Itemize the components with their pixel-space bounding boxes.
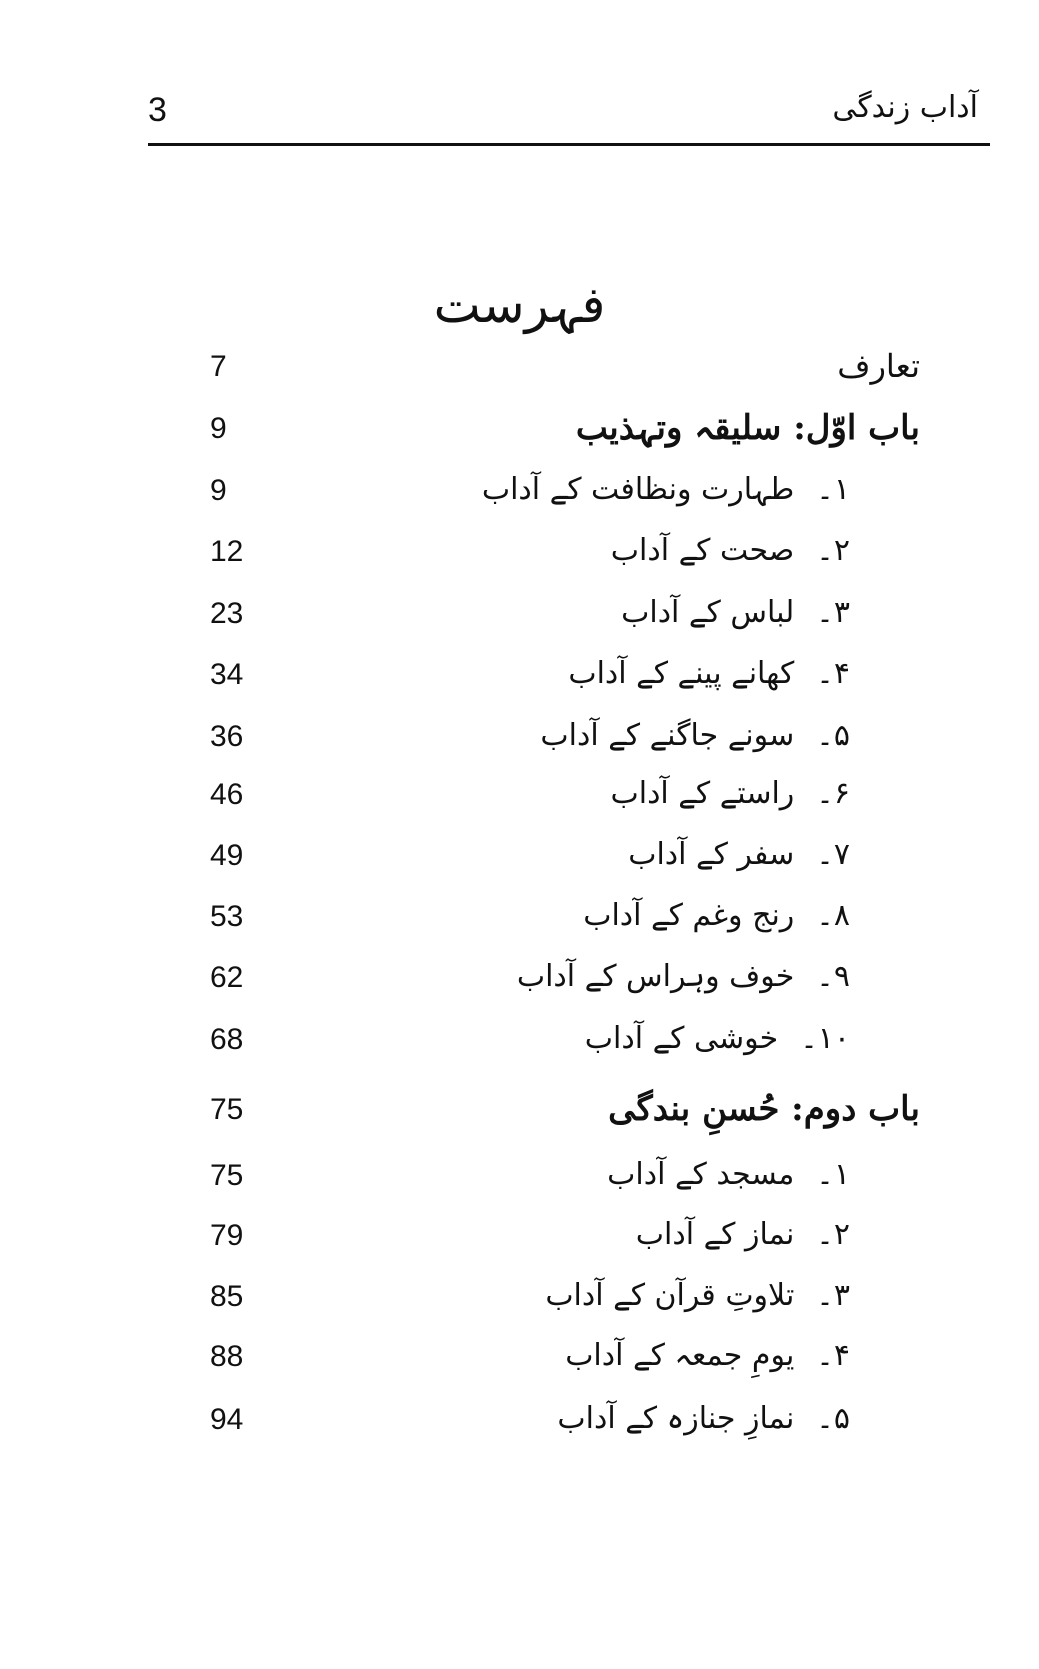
toc-entry-number: ۵۔ — [816, 718, 850, 753]
toc-entry-number: ۹۔ — [816, 959, 850, 994]
toc-entry-number: ۲۔ — [816, 533, 850, 568]
toc-entry — [190, 893, 920, 943]
toc-entry-label — [576, 405, 920, 451]
toc-entry — [190, 651, 920, 701]
toc-page-number: 85 — [210, 1280, 244, 1313]
toc-entry-text: باب اوّل: سلیقہ وتہذیب — [575, 408, 920, 448]
toc-page-number: 7 — [210, 350, 227, 383]
toc-entry — [190, 1396, 920, 1446]
toc-entry-label — [540, 713, 850, 759]
page-number: 3 — [148, 91, 167, 129]
toc-entry — [190, 405, 920, 455]
toc-entry-number: ۷۔ — [816, 837, 850, 872]
toc-entry-number: ۶۔ — [816, 776, 850, 811]
toc-entry-text: کھانے پینے کے آداب — [568, 656, 795, 691]
toc-entry-label — [585, 1016, 850, 1062]
toc-entry — [190, 343, 920, 393]
toc-entry — [190, 590, 920, 640]
toc-entry-label — [545, 1273, 850, 1319]
toc-entry-text: خوشی کے آداب — [584, 1021, 779, 1056]
toc-page-number: 12 — [210, 535, 244, 568]
toc-entry-text: سونے جاگنے کے آداب — [540, 718, 795, 753]
toc-entry-text: لباس کے آداب — [621, 595, 795, 630]
toc-entry — [190, 528, 920, 578]
toc-page-number: 36 — [210, 720, 244, 753]
toc-entry — [190, 1016, 920, 1066]
toc-entry — [190, 713, 920, 763]
book-title: آداب زندگی — [832, 90, 978, 125]
toc-entry — [190, 954, 920, 1004]
toc-page-number: 34 — [210, 658, 244, 691]
toc-entry-number: ۸۔ — [816, 898, 850, 933]
toc-entry-text: سفر کے آداب — [628, 837, 795, 872]
toc-entry-text: باب دوم: حُسنِ بندگی — [608, 1089, 920, 1129]
toc-entry-label — [608, 1086, 920, 1132]
toc-entry-label — [517, 954, 850, 1000]
toc-page-number: 9 — [210, 412, 227, 445]
toc-entry-number: ۴۔ — [816, 656, 850, 691]
toc-page-number: 94 — [210, 1403, 244, 1436]
toc-page-number: 49 — [210, 839, 244, 872]
toc-entry-number: ۱۔ — [816, 472, 850, 507]
toc-entry-label — [611, 771, 851, 817]
toc-entry-number: ۳۔ — [816, 595, 850, 630]
toc-entry-label — [568, 651, 850, 697]
toc-entry-label — [628, 832, 850, 878]
toc-title: فہرست — [433, 276, 606, 334]
toc-entry-text: صحت کے آداب — [610, 533, 795, 568]
toc-entry — [190, 1152, 920, 1202]
toc-page-number: 79 — [210, 1219, 244, 1252]
toc-entry — [190, 1086, 920, 1136]
toc-entry-number: ۵۔ — [816, 1401, 850, 1436]
toc-entry-label — [583, 893, 850, 939]
toc-page-number: 88 — [210, 1340, 244, 1373]
toc-entry-text: راستے کے آداب — [610, 776, 795, 811]
toc-entry-label — [607, 1152, 850, 1198]
toc-page-number: 75 — [210, 1159, 244, 1192]
toc-entry — [190, 1212, 920, 1262]
toc-entry — [190, 832, 920, 882]
toc-entry — [190, 1273, 920, 1323]
toc-entry-label — [557, 1396, 850, 1442]
toc-entry-text: خوف وہراس کے آداب — [516, 959, 795, 994]
toc-entry-number: ۴۔ — [816, 1338, 850, 1373]
toc-entry-text: طہارت ونظافت کے آداب — [481, 472, 795, 507]
toc-page-number: 23 — [210, 597, 244, 630]
toc-entry-text: یومِ جمعہ کے آداب — [565, 1338, 795, 1373]
toc-entry-label — [565, 1333, 850, 1379]
toc-entry-label — [611, 528, 850, 574]
toc-entry-number: ۲۔ — [816, 1217, 850, 1252]
toc-page-number: 9 — [210, 474, 227, 507]
toc-entry-text: نمازِ جنازہ کے آداب — [557, 1401, 795, 1436]
toc-entry — [190, 771, 920, 821]
toc-page-number: 53 — [210, 900, 244, 933]
toc-entry-text: مسجد کے آداب — [607, 1157, 795, 1192]
toc-page-number: 68 — [210, 1023, 244, 1056]
toc-entry-text: رنج وغم کے آداب — [583, 898, 795, 933]
toc-entry-label — [837, 343, 920, 389]
toc-entry-text: تعارف — [837, 347, 920, 385]
toc-page-number: 62 — [210, 961, 244, 994]
toc-page-number: 75 — [210, 1093, 244, 1126]
toc-page-number: 46 — [210, 778, 244, 811]
toc-entry — [190, 1333, 920, 1383]
toc-entry-text: تلاوتِ قرآن کے آداب — [545, 1278, 795, 1313]
toc-entry-label — [636, 1212, 850, 1258]
toc-entry-number: ۱۰۔ — [800, 1021, 850, 1056]
toc-entry-number: ۳۔ — [816, 1278, 850, 1313]
toc-entry-number: ۱۔ — [816, 1157, 850, 1192]
toc-entry — [190, 467, 920, 517]
toc-entry-text: نماز کے آداب — [635, 1217, 795, 1252]
toc-entry-label — [482, 467, 850, 513]
toc-entry-label — [621, 590, 850, 636]
